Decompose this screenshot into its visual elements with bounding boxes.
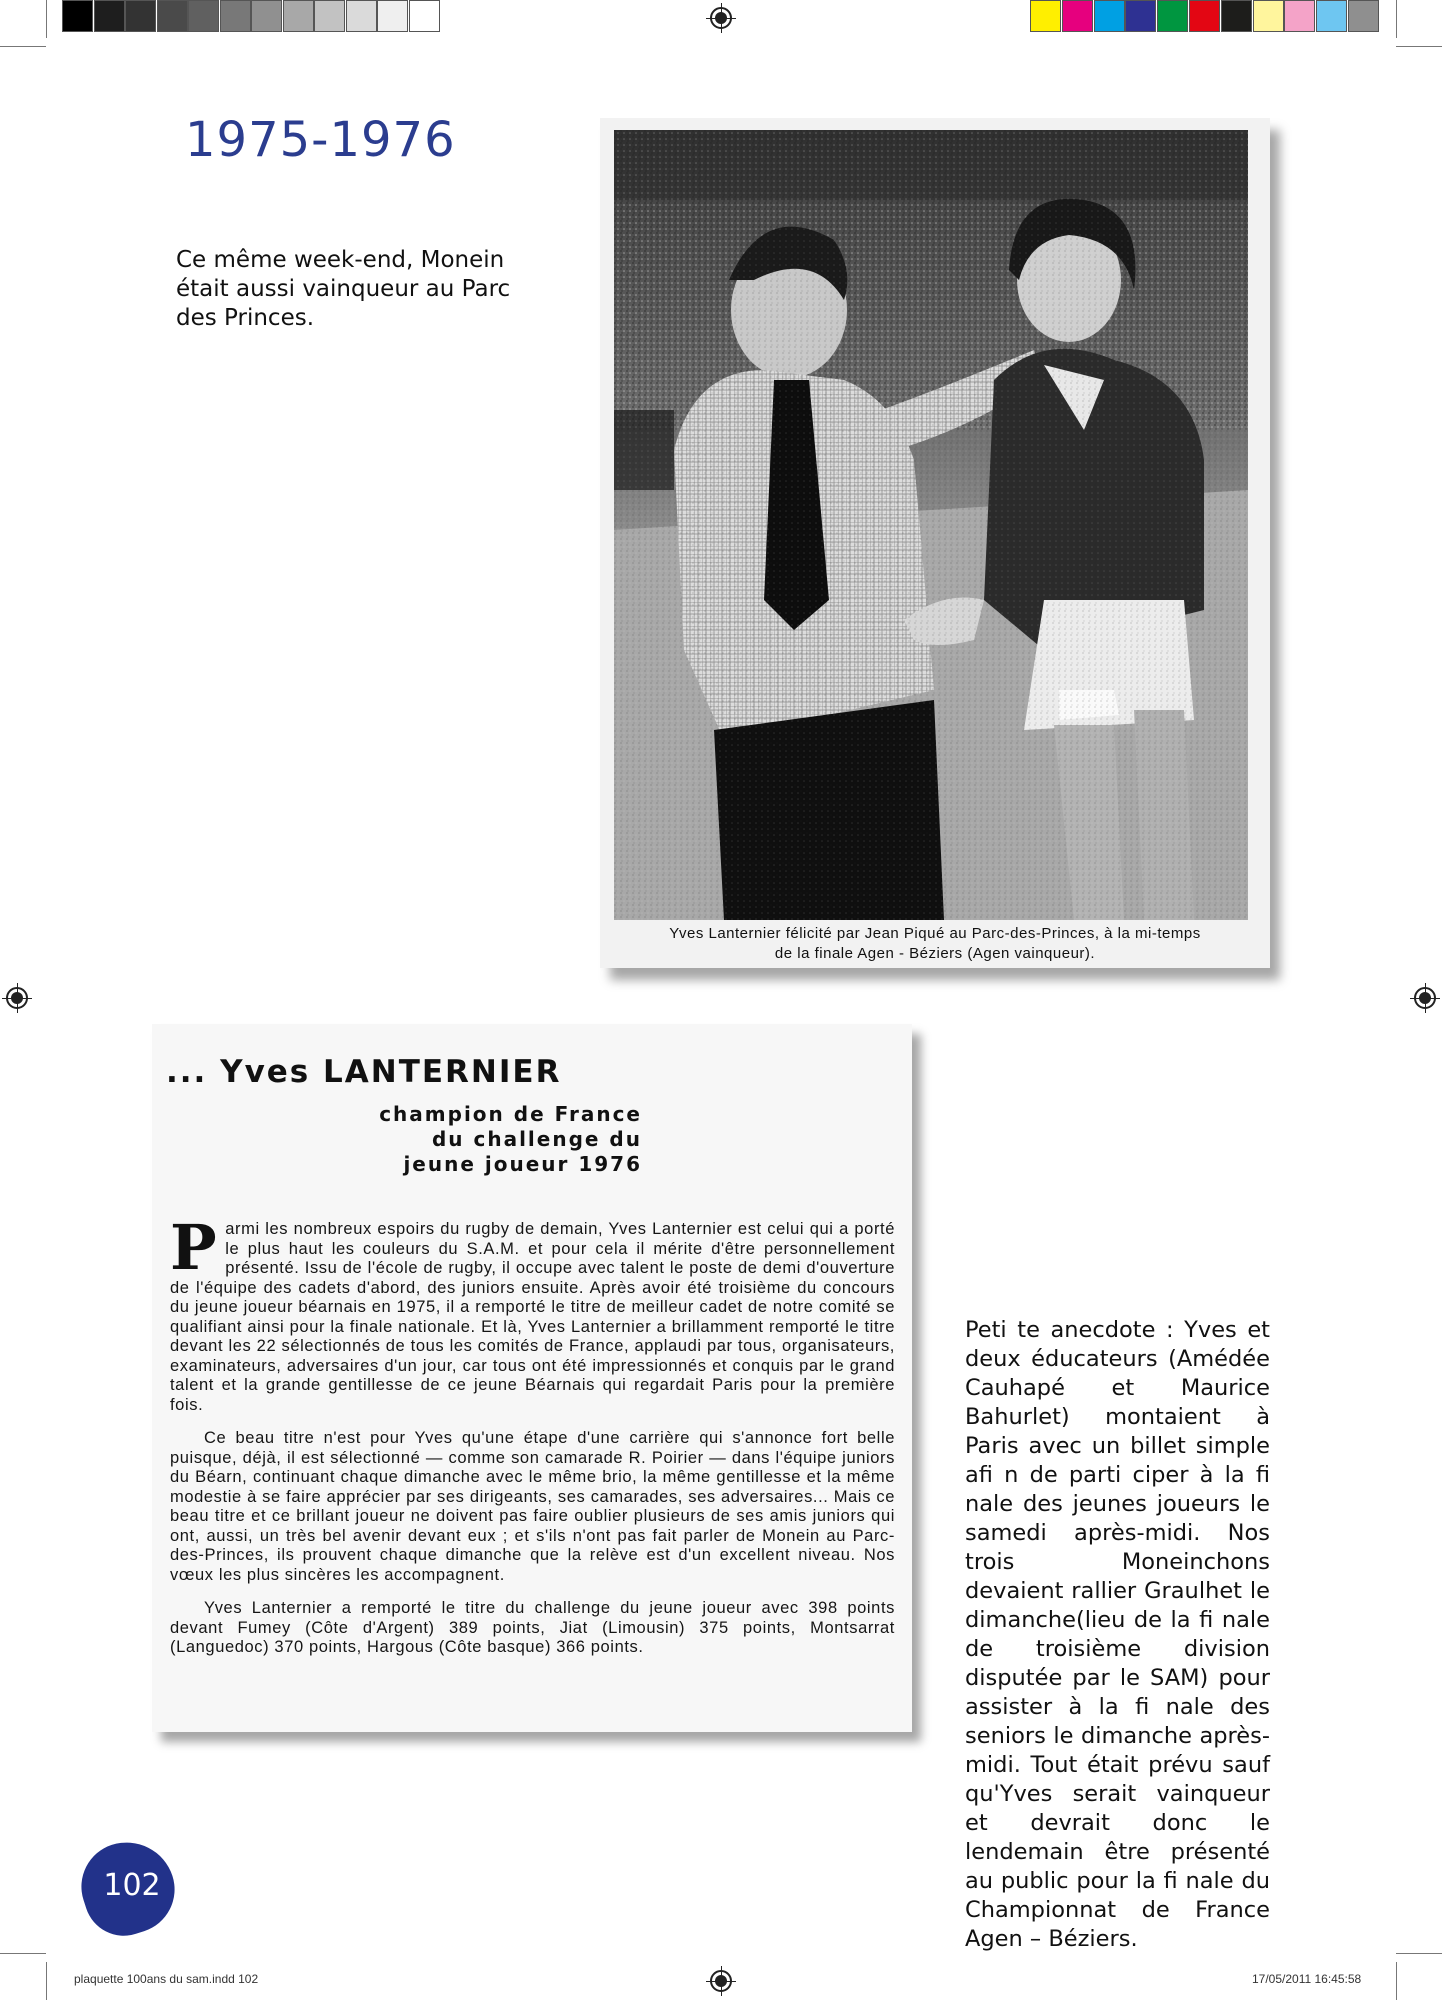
crop-mark — [0, 46, 46, 47]
clipping-paragraph: Yves Lanternier a remporté le titre du challenge du jeune joueur avec 398 points devant Fumey (Côte d'Argent) 389 points, Jiat (Limousin) 375 points, Montsarrat (Languedoc) 370 points, Hargous (Côte basque) 366 points. — [170, 1599, 895, 1656]
clipping-paragraph — [170, 1211, 895, 1415]
clipping-subheading-line: du challenge du — [431, 1127, 642, 1151]
gray-swatch — [188, 0, 219, 32]
photo-caption-line: Yves Lanternier félicité par Jean Piqué au Parc-des-Princes, à la mi-temps — [669, 925, 1201, 942]
crop-mark — [1396, 1962, 1397, 2000]
gray-swatch — [346, 0, 377, 32]
clipping-body — [170, 1211, 895, 1672]
gray-swatch — [220, 0, 251, 32]
color-swatch — [1189, 0, 1220, 32]
gray-swatch — [409, 0, 440, 32]
handshake-photo — [614, 130, 1248, 920]
color-swatch — [1221, 0, 1252, 32]
crop-mark — [1396, 0, 1397, 38]
registration-mark-icon — [6, 987, 28, 1009]
color-swatch — [1157, 0, 1188, 32]
registration-mark-icon — [710, 7, 732, 29]
color-swatch — [1253, 0, 1284, 32]
registration-mark-icon — [710, 1970, 732, 1992]
gray-swatch — [283, 0, 314, 32]
file-info: plaquette 100ans du sam.indd 102 — [74, 1972, 259, 1986]
color-swatch — [1062, 0, 1093, 32]
crop-mark — [1396, 1953, 1442, 1954]
print-timestamp: 17/05/2011 16:45:58 — [1252, 1972, 1362, 1986]
clipping-subheading — [379, 1102, 642, 1177]
clipping-subheading-line: champion de France — [379, 1102, 642, 1126]
color-swatch — [1030, 0, 1061, 32]
clipping-paragraph: Ce beau titre n'est pour Yves qu'une étape d'une carrière qui s'annonce fort belle puisque, déjà, il est sélectionné — comme son camarade R. Poirier — dans l'équipe juniors du Béarn, continuant chaque dimanche avec le même brio, la même gentillesse et la même modestie à se faire apprécier par ses dirigeants, ses camarades, ses adversaires... Mais ce beau titre et ce brillant joueur ne doivent pas faire oublier plusieurs de ses amis juniors qui ont, aussi, un très bel avenir devant eux ; et s'ils n'ont pas fait parler de Monein au Parc-des-Princes, ils prouvent chaque dimanche que la relève est d'un excellent niveau. Nos vœux les plus sincères les accompagnent. — [170, 1429, 895, 1584]
gray-swatch — [251, 0, 282, 32]
anecdote-text: Peti te anecdote : Yves et deux éducateurs (Amédée Cauhapé et Maurice Bahurlet) montaient à Paris avec un billet simple afi n de parti ciper à la fi nale des jeunes joueurs le samedi après-midi. Nos trois Moneinchons devaient rallier Graulhet le dimanche(lieu de la fi nale de troisième division disputée par le SAM) pour assister à la fi nale des seniors le dimanche après-midi. Tout était prévu sauf qu'Yves serait vainqueur et devrait donc le lendemain être présenté au public pour la fi nale du Championnat de France Agen – Béziers. — [965, 1317, 1270, 1952]
gray-swatch — [62, 0, 93, 32]
crop-mark — [46, 0, 47, 38]
clipping-subheading-line: jeune joueur 1976 — [403, 1152, 642, 1176]
newspaper-clipping — [152, 1024, 912, 1732]
page-number: 102 — [103, 1868, 161, 1903]
crop-mark — [46, 1962, 47, 2000]
color-swatch — [1094, 0, 1125, 32]
gray-swatch — [125, 0, 156, 32]
registration-mark-icon — [1414, 987, 1436, 1009]
gray-swatch — [157, 0, 188, 32]
photo-caption — [608, 924, 1262, 964]
gray-swatch — [94, 0, 125, 32]
crop-mark — [1396, 46, 1442, 47]
photo-card — [600, 118, 1270, 968]
color-swatch — [1125, 0, 1156, 32]
clipping-paragraph-text: armi les nombreux espoirs du rugby de demain, Yves Lanternier est celui qui a porté le plus haut les couleurs du S.A.M. et pour cela il mérite d'être personnellement présenté. Issu de l'école de rugby, il occupe avec talent le poste de demi d'ouverture de l'équipe des cadets d'abord, des juniors ensuite. Après avoir été troisième du concours du jeune joueur béarnais en 1975, il a remporté le titre de meilleur cadet de notre comité se qualifiant ainsi pour la finale nationale. Et là, Yves Lanternier a brillamment remporté le titre devant les 22 sélectionnés de tous les comités de France, applaudi par tous, organisateurs, examinateurs, adversaires d'un jour, car tous ont été impressionnés et conquis par le grand talent et la grande gentillesse de ce jeune Béarnais qui regardait Paris pour la première fois. — [170, 1220, 895, 1414]
drop-cap: P — [170, 1211, 218, 1284]
gray-swatch — [314, 0, 345, 32]
intro-paragraph: Ce même week-end, Monein était aussi vainqueur au Parc des Princes. — [176, 247, 511, 331]
color-swatch — [1284, 0, 1315, 32]
color-swatch — [1316, 0, 1347, 32]
color-swatch — [1348, 0, 1379, 32]
page-title: 1975-1976 — [185, 112, 456, 168]
clipping-heading: ... Yves LANTERNIER — [166, 1054, 562, 1090]
gray-swatch — [377, 0, 408, 32]
crop-mark — [0, 1953, 46, 1954]
photo-caption-line: de la finale Agen - Béziers (Agen vainqueur). — [774, 945, 1096, 962]
